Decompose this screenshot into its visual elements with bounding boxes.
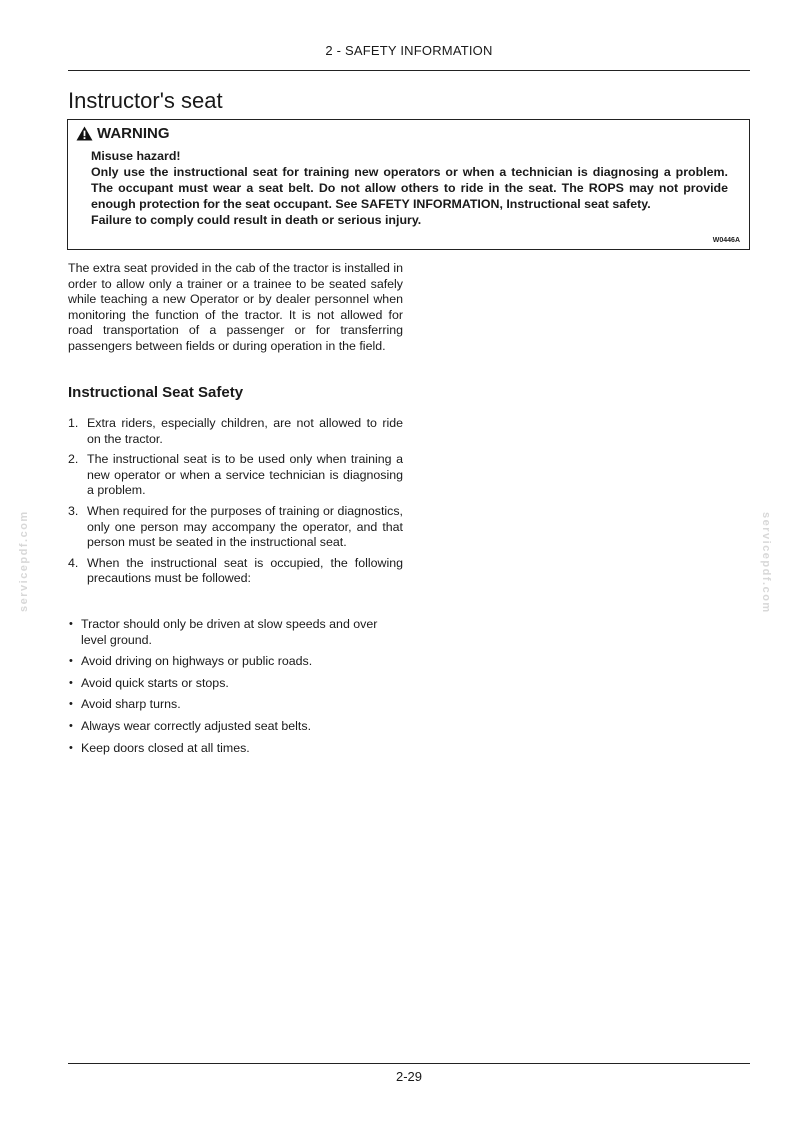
watermark-left: servicepdf.com bbox=[18, 510, 30, 612]
warning-header bbox=[76, 123, 170, 143]
bullet-text: Tractor should only be driven at slow speeds and over level ground. bbox=[81, 617, 378, 647]
footer-rule bbox=[68, 1063, 750, 1064]
list-item-text: When the instructional seat is occupied, the following precautions must be followed: bbox=[87, 555, 403, 586]
warning-box bbox=[67, 119, 750, 250]
bullet-list bbox=[68, 617, 403, 762]
bullet-item bbox=[68, 719, 403, 735]
list-item-number: 1. bbox=[68, 416, 79, 430]
list-item bbox=[68, 452, 403, 499]
page-number: 2-29 bbox=[395, 1069, 423, 1084]
bullet-icon: • bbox=[69, 655, 73, 668]
bullet-item bbox=[68, 617, 403, 648]
bullet-text: Always wear correctly adjusted seat belts. bbox=[81, 718, 312, 733]
bullet-icon: • bbox=[69, 741, 73, 754]
page-header bbox=[68, 42, 750, 71]
bullet-icon: • bbox=[69, 719, 73, 732]
list-item bbox=[68, 556, 403, 587]
bullet-icon: • bbox=[69, 698, 73, 711]
bullet-text: Keep doors closed at all times. bbox=[81, 740, 250, 755]
numbered-list bbox=[68, 416, 403, 592]
warning-body bbox=[91, 148, 728, 228]
bullet-text: Avoid driving on highways or public roads. bbox=[81, 654, 313, 669]
bullet-item bbox=[68, 697, 403, 713]
bullet-icon: • bbox=[69, 676, 73, 689]
list-item-number: 3. bbox=[68, 503, 79, 518]
list-item-text: Extra riders, especially children, are not allowed to ride on the tractor. bbox=[87, 416, 403, 446]
warning-hazard: Misuse hazard! bbox=[91, 149, 181, 163]
intro-paragraph: The extra seat provided in the cab of the tractor is installed in order to allow only a trainer or a trainee to be seated safely while teaching a new Operator or by dealer personnel when monitoring the function of the tractor. It is not allowed for road transportation of a passenger or for transferring passengers between fields or during operation in the field. bbox=[68, 261, 403, 353]
list-item bbox=[68, 504, 403, 551]
section-heading: Instructional Seat Safety bbox=[68, 384, 244, 401]
bullet-icon: • bbox=[69, 618, 73, 630]
warning-label: WARNING bbox=[97, 124, 170, 142]
bullet-text: Avoid quick starts or stops. bbox=[81, 675, 229, 690]
list-item bbox=[68, 416, 403, 447]
list-item-number: 2. bbox=[68, 452, 79, 467]
warning-triangle-icon bbox=[76, 126, 93, 141]
bullet-item bbox=[68, 654, 403, 670]
warning-text: Only use the instructional seat for training new operators or when a technician is diagnosing a problem. The occupant must wear a seat belt. Do not allow others to ride in the seat. The ROPS may not provide enough protection for the seat occupant. See SAFETY INFORMATION, Instructional seat safety. bbox=[91, 165, 728, 211]
list-item-number: 4. bbox=[68, 555, 79, 570]
bullet-text: Avoid sharp turns. bbox=[81, 697, 181, 712]
bullet-item bbox=[68, 741, 403, 757]
watermark-right: servicepdf.com bbox=[760, 512, 772, 614]
list-item-text: The instructional seat is to be used only when training a new operator or when a service technician is diagnosing a problem. bbox=[87, 452, 403, 498]
section-header-title: 2 - SAFETY INFORMATION bbox=[325, 43, 493, 58]
warning-consequence: Failure to comply could result in death or serious injury. bbox=[91, 213, 422, 227]
page-title: Instructor's seat bbox=[68, 88, 223, 113]
list-item-text: When required for the purposes of training or diagnostics, only one person may accompany the operator, and that person must be seated in the instructional seat. bbox=[87, 503, 403, 550]
bullet-item bbox=[68, 676, 403, 692]
warning-code: W0446A bbox=[712, 237, 740, 244]
